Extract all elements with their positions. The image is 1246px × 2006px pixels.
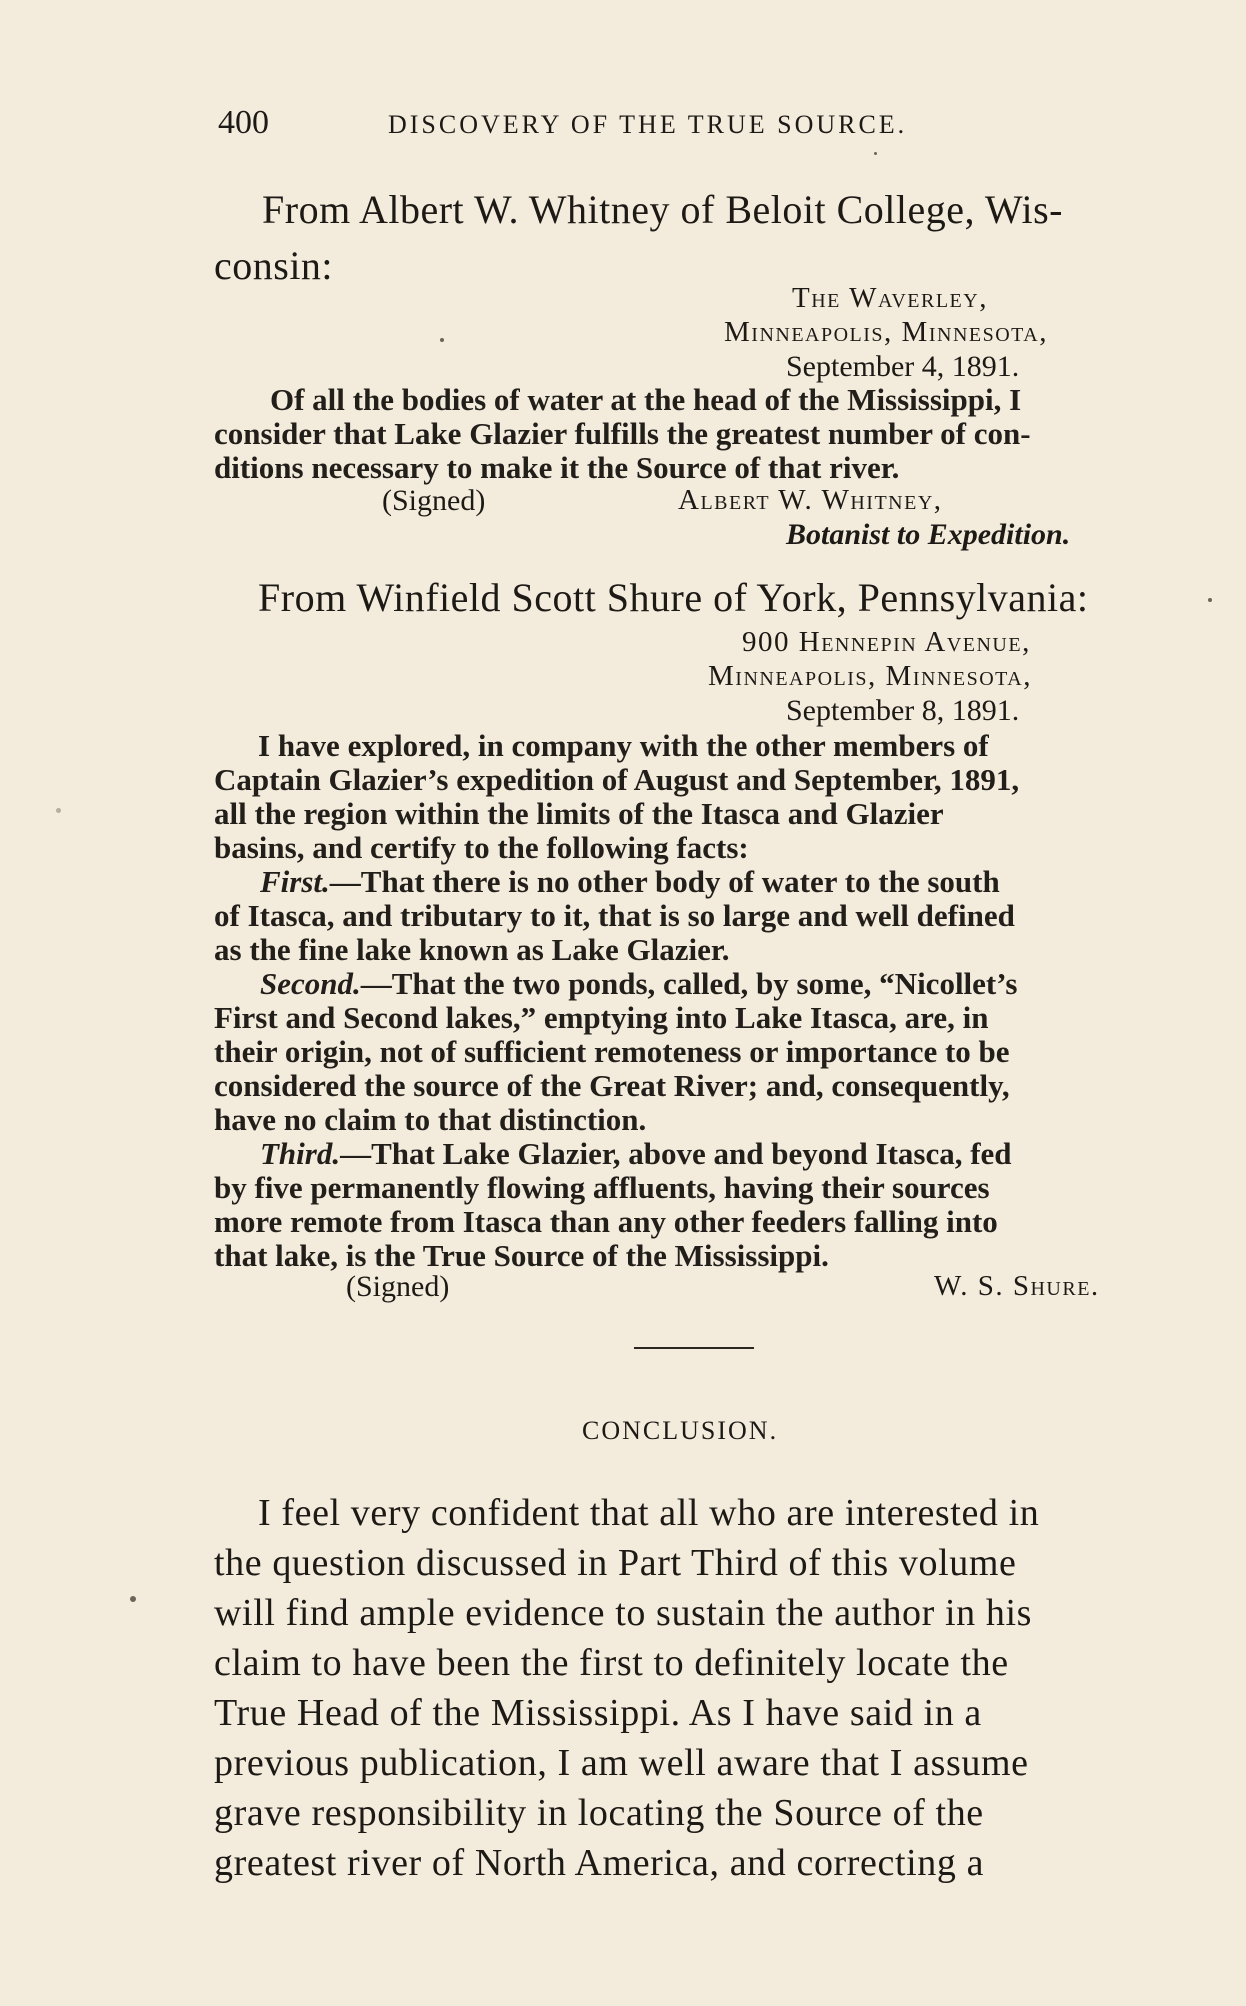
letter2-first-paragraph-line: as the fine lake known as Lake Glazier. bbox=[214, 932, 730, 967]
second-text: —That the two ponds, called, by some, “Nicollet’s bbox=[360, 966, 1018, 1001]
paper-speck bbox=[440, 338, 444, 342]
conclusion-heading: CONCLUSION. bbox=[582, 1416, 779, 1445]
letter2-address-line2: Minneapolis, Minnesota, bbox=[708, 660, 1032, 692]
conclusion-line: greatest river of North America, and correcting a bbox=[214, 1842, 985, 1884]
letter2-first-paragraph-line bbox=[260, 866, 1000, 897]
conclusion-line: True Head of the Mississippi. As I have said in a bbox=[214, 1692, 982, 1734]
letter2-body-line: Captain Glazier’s expedition of August and September, 1891, bbox=[214, 762, 1020, 797]
paper-speck bbox=[56, 808, 61, 813]
third-label: Third. bbox=[260, 1136, 341, 1171]
letter2-third-paragraph-line bbox=[260, 1138, 1012, 1169]
conclusion-line: I feel very confident that all who are interested in bbox=[258, 1492, 1040, 1534]
letter1-body-line: Of all the bodies of water at the head of the Mississippi, I bbox=[270, 382, 1022, 417]
letter2-second-paragraph-line: have no claim to that distinction. bbox=[214, 1102, 647, 1137]
letter1-date: September 4, 1891. bbox=[786, 350, 1020, 383]
letter1-address-line1: The Waverley, bbox=[792, 282, 988, 314]
letter2-body-line: basins, and certify to the following facts: bbox=[214, 830, 749, 865]
letter1-address-line2: Minneapolis, Minnesota, bbox=[724, 316, 1048, 348]
third-text: —That Lake Glazier, above and beyond Itasca, fed bbox=[340, 1136, 1012, 1171]
first-text: —That there is no other body of water to the south bbox=[329, 864, 1000, 899]
paper-speck bbox=[874, 152, 877, 155]
letter1-intro-line1: From Albert W. Whitney of Beloit College, Wis- bbox=[262, 187, 1063, 232]
letter2-address-line1: 900 Hennepin Avenue, bbox=[742, 626, 1031, 658]
conclusion-line: will find ample evidence to sustain the author in his bbox=[214, 1592, 1033, 1634]
letter2-signed-label: (Signed) bbox=[346, 1270, 450, 1303]
letter1-intro-line2: consin: bbox=[214, 243, 334, 288]
conclusion-line: claim to have been the first to definitely locate the bbox=[214, 1642, 1009, 1684]
letter2-second-paragraph-line: First and Second lakes,” emptying into Lake Itasca, are, in bbox=[214, 1000, 989, 1035]
letter1-signed-label: (Signed) bbox=[382, 484, 486, 517]
letter2-first-paragraph-line: of Itasca, and tributary to it, that is so large and well defined bbox=[214, 898, 1015, 933]
second-label: Second. bbox=[260, 966, 361, 1001]
letter2-body-line: I have explored, in company with the other members of bbox=[258, 728, 989, 763]
letter2-third-paragraph-line: more remote from Itasca than any other feeders falling into bbox=[214, 1204, 998, 1239]
letter2-second-paragraph-line: their origin, not of sufficient remoteness or importance to be bbox=[214, 1034, 1010, 1069]
conclusion-line: grave responsibility in locating the Source of the bbox=[214, 1792, 984, 1834]
conclusion-line: previous publication, I am well aware that I assume bbox=[214, 1742, 1029, 1784]
letter1-signature-title: Botanist to Expedition. bbox=[786, 518, 1071, 551]
letter2-intro-line1: From Winfield Scott Shure of York, Pennsylvania: bbox=[258, 575, 1089, 620]
letter2-third-paragraph-line: by five permanently flowing affluents, having their sources bbox=[214, 1170, 990, 1205]
letter1-signature-name: Albert W. Whitney, bbox=[678, 484, 943, 516]
first-label: First. bbox=[260, 864, 330, 899]
paper-speck bbox=[130, 1596, 136, 1602]
paper-speck bbox=[1208, 598, 1212, 602]
letter1-body-line: ditions necessary to make it the Source of that river. bbox=[214, 450, 900, 485]
letter2-body-line: all the region within the limits of the Itasca and Glazier bbox=[214, 796, 944, 831]
letter2-third-paragraph-line: that lake, is the True Source of the Mississippi. bbox=[214, 1238, 829, 1273]
running-title: DISCOVERY OF THE TRUE SOURCE. bbox=[388, 110, 908, 139]
letter2-second-paragraph-line bbox=[260, 968, 1018, 999]
conclusion-line: the question discussed in Part Third of this volume bbox=[214, 1542, 1017, 1584]
letter1-body-line: consider that Lake Glazier fulfills the greatest number of con- bbox=[214, 416, 1031, 451]
letter2-signature-name: W. S. Shure. bbox=[934, 1270, 1100, 1302]
letter2-second-paragraph-line: considered the source of the Great River; and, consequently, bbox=[214, 1068, 1010, 1103]
section-divider bbox=[634, 1347, 754, 1349]
page-number: 400 bbox=[218, 104, 269, 141]
letter2-date: September 8, 1891. bbox=[786, 694, 1020, 727]
